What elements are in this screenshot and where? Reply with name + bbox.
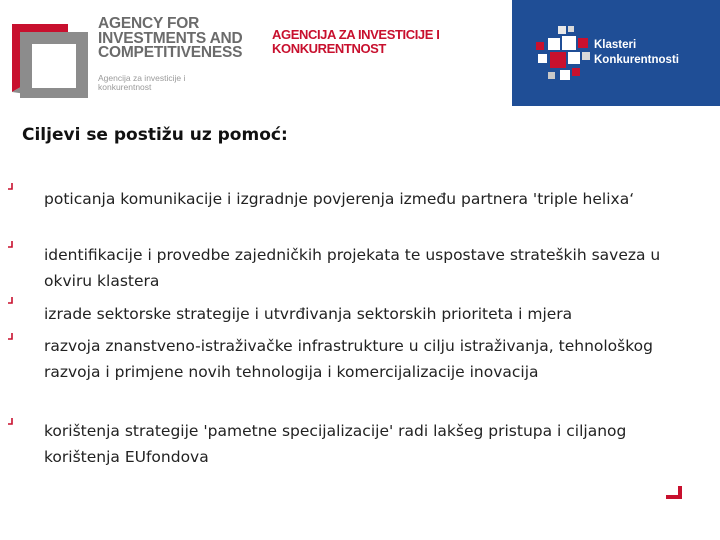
bullet-item: izrade sektorske strategije i utvrđivanja sektorskih prioriteta i mjera [44,305,573,323]
corner-bullet-icon [8,241,14,249]
corner-bullet-icon [8,297,14,305]
corner-bullet-icon [8,333,14,341]
corner-bullet-icon [8,183,14,191]
bullet-item: poticanja komunikacije i izgradnje povjerenja između partnera 'triple helixa‘ [44,190,635,208]
klasteri-line1: Klasteri [594,39,637,51]
agency-name-hr: Agencija za investicije i konkurentnost [98,73,186,92]
corner-mark-icon [664,486,684,500]
corner-bullet-icon [8,418,14,426]
bullet-item: identifikacije i provedbe zajedničkih projekata te uspostave strateških saveza u okviru klastera [44,246,661,290]
agencija-title: AGENCIJA ZA INVESTICIJE I KONKURENTNOST [272,27,440,56]
bullet-item: korištenja strategije 'pametne specijalizacije' radi lakšeg pristupa i ciljanog korištenja EUfondova [44,422,627,466]
intro-heading: Ciljevi se postižu uz pomoć: [22,125,288,145]
klasteri-line2: Konkurentnosti [594,54,679,66]
agency-name-en: AGENCY FOR INVESTMENTS AND COMPETITIVENESS [98,15,243,61]
bullet-item: razvoja znanstveno-istraživačke infrastrukture u cilju istraživanja, tehnološkog razvoja i primjene novih tehnologija i komercijalizacije inovacija [44,337,653,381]
